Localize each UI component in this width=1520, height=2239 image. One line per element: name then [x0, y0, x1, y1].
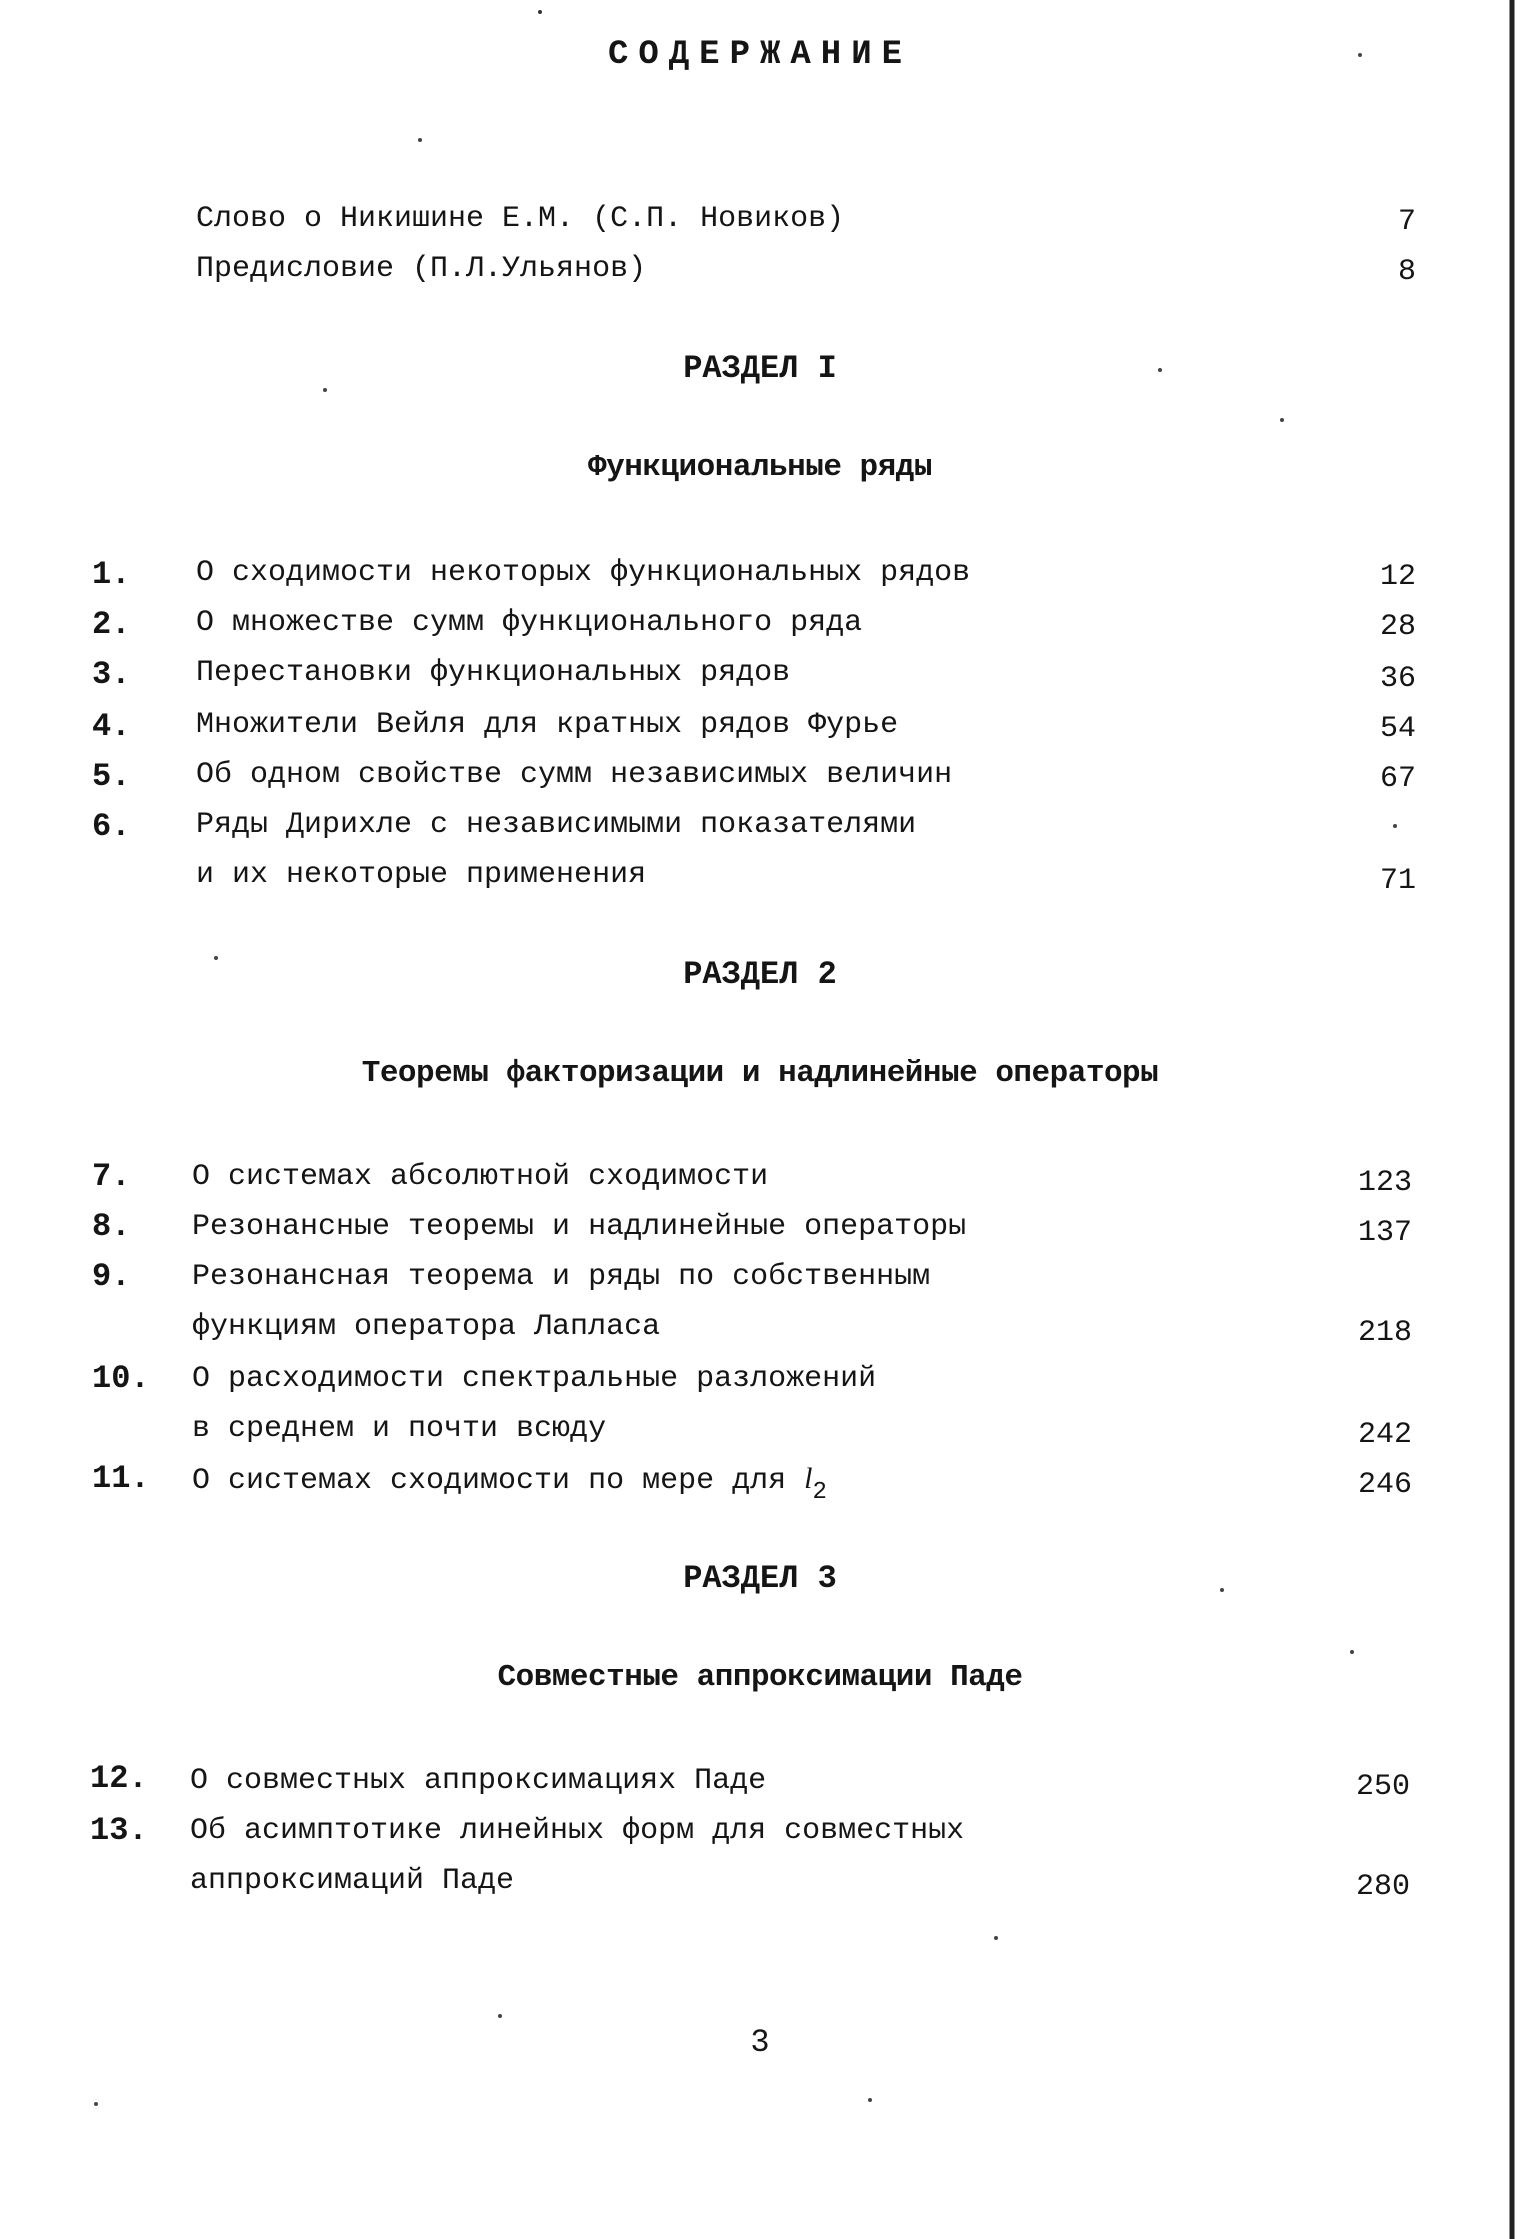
entry-title: Об асимптотике линейных форм для совместных — [190, 1814, 965, 1848]
entry-page: 67 — [1379, 762, 1416, 796]
math-symbol: l — [804, 1462, 813, 1495]
scan-speck — [323, 388, 327, 392]
entry-page: 250 — [1355, 1770, 1410, 1804]
entry-number: 8. — [92, 1208, 131, 1245]
front-matter-item: Слово о Никишине Е.М. (С.П. Новиков) — [196, 202, 845, 236]
section-label: РАЗДЕЛ 2 — [683, 956, 837, 993]
entry-title-text: О системах сходимости по мере для — [192, 1464, 787, 1498]
entry-title: О системах абсолютной сходимости — [192, 1160, 769, 1194]
entry-title: Резонансная теорема и ряды по собственным — [192, 1260, 931, 1294]
entry-title: Об одном свойстве сумм независимых величин — [196, 758, 953, 792]
entry-title: Ряды Дирихле с независимыми показателями — [196, 808, 917, 842]
section-title: Совместные аппроксимации Паде — [497, 1660, 1023, 1695]
scan-speck — [418, 138, 422, 142]
entry-page: 218 — [1357, 1316, 1412, 1350]
entry-number: 13. — [90, 1812, 148, 1849]
entry-number: 7. — [92, 1158, 131, 1195]
scan-speck — [538, 10, 542, 14]
entry-page: 137 — [1357, 1216, 1412, 1250]
entry-number: 10. — [92, 1360, 150, 1397]
scan-speck — [498, 2014, 502, 2018]
entry-page: 123 — [1357, 1166, 1412, 1200]
entry-page: 54 — [1379, 712, 1416, 746]
front-matter-item: Предисловие (П.Л.Ульянов) — [196, 252, 647, 286]
front-matter-page: 8 — [1397, 255, 1416, 289]
entry-number: 3. — [92, 656, 131, 693]
front-matter-page: 7 — [1397, 205, 1416, 239]
scan-speck — [994, 1936, 998, 1940]
entry-title-continued: в среднем и почти всюду — [192, 1412, 607, 1446]
entry-title: Множители Вейля для кратных рядов Фурье — [196, 708, 899, 742]
entry-page: 71 — [1379, 864, 1416, 898]
entry-title — [192, 1462, 827, 1506]
page-number: 3 — [750, 2024, 770, 2061]
entry-title: О множестве сумм функционального ряда — [196, 606, 863, 640]
entry-number: 12. — [90, 1760, 148, 1797]
entry-number: 5. — [92, 758, 131, 795]
entry-number: 9. — [92, 1258, 131, 1295]
entry-number: 2. — [92, 606, 131, 643]
scan-speck — [1280, 418, 1284, 422]
page-title: СОДЕРЖАНИЕ — [607, 36, 913, 74]
section-title: Теоремы факторизации и надлинейные операторы — [361, 1056, 1159, 1091]
entry-page: 28 — [1379, 610, 1416, 644]
scan-speck — [868, 2098, 872, 2102]
entry-title: Резонансные теоремы и надлинейные операторы — [192, 1210, 967, 1244]
entry-page: 36 — [1379, 662, 1416, 696]
entry-page: 12 — [1379, 560, 1416, 594]
entry-title-continued: аппроксимаций Паде — [190, 1864, 515, 1898]
entry-title: О расходимости спектральные разложений — [192, 1362, 877, 1396]
scan-speck — [1350, 1650, 1354, 1654]
section-label: РАЗДЕЛ 3 — [683, 1560, 837, 1597]
entry-number: 4. — [92, 708, 131, 745]
math-subscript: 2 — [812, 1479, 827, 1506]
entry-page: 242 — [1357, 1418, 1412, 1452]
scan-speck — [94, 2102, 98, 2106]
entry-title-continued: и их некоторые применения — [196, 858, 647, 892]
scan-speck — [1393, 824, 1397, 828]
section-label: РАЗДЕЛ I — [683, 350, 837, 387]
entry-page: 246 — [1357, 1468, 1412, 1502]
entry-title: Перестановки функциональных рядов — [196, 656, 791, 690]
entry-number: 11. — [92, 1460, 150, 1497]
entry-number: 6. — [92, 808, 131, 845]
entry-number: 1. — [92, 556, 131, 593]
entry-title-continued: функциям оператора Лапласа — [192, 1310, 661, 1344]
entry-page: 280 — [1355, 1870, 1410, 1904]
section-title: Функциональные ряды — [588, 450, 932, 485]
entry-title: О совместных аппроксимациях Паде — [190, 1764, 767, 1798]
entry-title: О сходимости некоторых функциональных рядов — [196, 556, 971, 590]
